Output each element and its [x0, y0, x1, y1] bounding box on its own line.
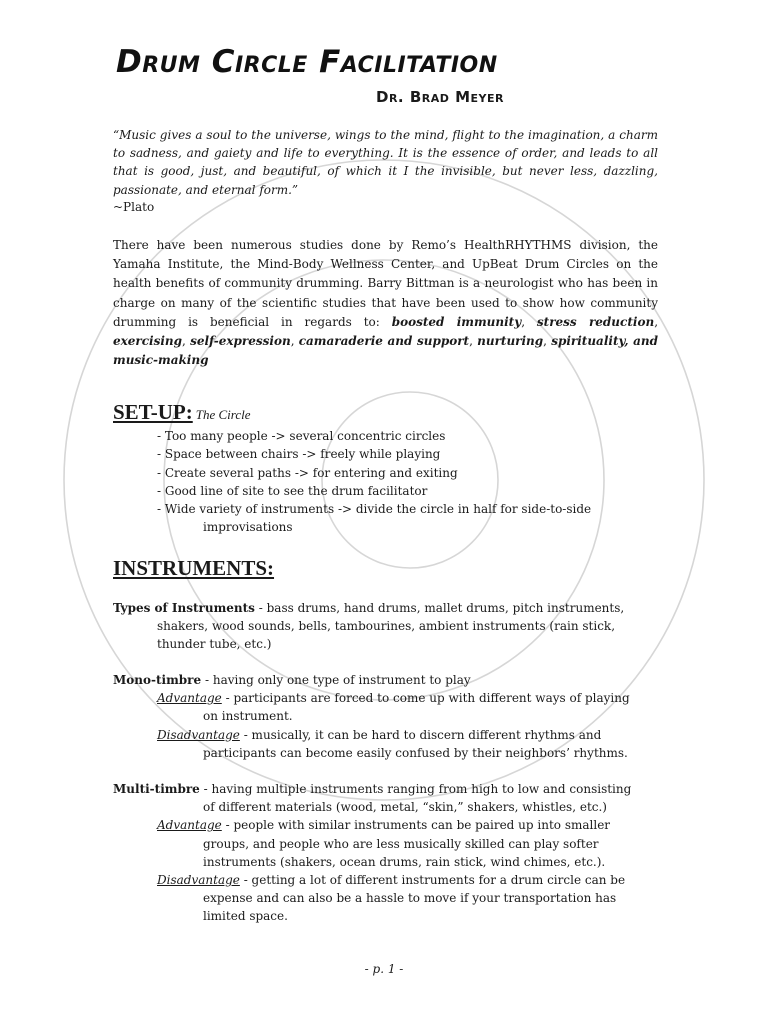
mono-desc: - having only one type of instrument to play [201, 673, 471, 687]
multi-advantage-label: Advantage [157, 818, 222, 833]
types-of-instruments-paragraph [113, 599, 658, 654]
benefit-spirituality: spirituality, and music-making [113, 334, 658, 368]
mono-disadvantage-cont: participants can become easily confused by their neighbors’ rhythms. [203, 745, 628, 760]
multi-advantage-text: - people with similar instruments can be paired up into smaller [221, 818, 611, 833]
benefit-camaraderie: camaraderie and support [298, 334, 470, 349]
list-item-continuation: improvisations [203, 520, 293, 535]
list-item: - Good line of site to see the drum facilitator [157, 483, 428, 498]
mono-advantage-label: Advantage [157, 691, 222, 706]
types-line-3: thunder tube, etc.) [157, 637, 272, 652]
types-term: Types of Instruments [113, 601, 255, 615]
mono-term: Mono-timbre [113, 673, 202, 687]
mono-disadvantage-text: - musically, it can be hard to discern different rhythms and [239, 727, 602, 742]
page-number: - p. 1 - [364, 962, 404, 976]
instruments-heading [113, 556, 274, 580]
multi-term: Multi-timbre [113, 782, 200, 796]
setup-heading-label: SET-UP: [113, 400, 193, 424]
multi-desc: - having multiple instruments ranging from high to low and consisting [199, 782, 632, 796]
benefit-exercising: exercising [113, 334, 183, 349]
multi-advantage-cont-2: instruments (shakers, ocean drums, rain stick, wind chimes, etc.). [203, 854, 606, 869]
mono-line-1 [113, 671, 658, 689]
types-line-1 [113, 599, 658, 617]
multi-disadvantage [113, 871, 658, 889]
benefit-boosted-immunity: boosted immunity [391, 314, 522, 329]
multi-disadvantage-cont-2: limited space. [203, 909, 288, 924]
multi-disadvantage-label: Disadvantage [157, 873, 240, 888]
document-title: Drum Circle Facilitation [116, 44, 498, 80]
mono-disadvantage-label: Disadvantage [157, 727, 240, 742]
mono-timbre-paragraph [113, 671, 658, 762]
separator: , [654, 314, 659, 329]
types-line-2: shakers, wood sounds, bells, tambourines, ambient instruments (rain stick, [157, 619, 616, 634]
list-item: - Create several paths -> for entering and exiting [157, 465, 458, 480]
separator: , [521, 314, 537, 329]
separator: , [543, 334, 552, 349]
list-item: - Space between chairs -> freely while playing [157, 447, 441, 462]
document-author: Dr. Brad Meyer [376, 88, 505, 106]
multi-desc-cont: of different materials (wood, metal, “skin,” shakers, whistles, etc.) [203, 800, 607, 815]
separator: , [290, 334, 299, 349]
benefit-nurturing: nurturing [477, 334, 544, 349]
mono-advantage [113, 689, 658, 707]
quote-attribution: ~Plato [113, 200, 155, 214]
setup-list [157, 427, 657, 537]
mono-advantage-cont: on instrument. [203, 709, 293, 724]
multi-advantage [113, 816, 658, 834]
types-desc: - bass drums, hand drums, mallet drums, pitch instruments, [254, 601, 625, 615]
benefit-self-expression: self-expression [190, 334, 291, 349]
list-item: - Too many people -> several concentric circles [157, 429, 446, 443]
multi-disadvantage-text: - getting a lot of different instruments for a drum circle can be [239, 873, 626, 888]
multi-line-1 [113, 780, 658, 798]
setup-subheading: The Circle [195, 407, 251, 422]
multi-disadvantage-cont-1: expense and can also be a hassle to move if your transportation has [203, 891, 617, 906]
instruments-heading-label: INSTRUMENTS: [113, 556, 275, 580]
mono-advantage-text: - participants are forced to come up with different ways of playing [221, 691, 630, 706]
list-item: - Wide variety of instruments -> divide the circle in half for side-to-side [157, 502, 592, 517]
separator: , [469, 334, 478, 349]
separator: , [182, 334, 191, 349]
benefit-stress-reduction: stress reduction [536, 314, 655, 329]
multi-timbre-paragraph [113, 780, 658, 926]
setup-heading [113, 400, 251, 427]
intro-text: There have been numerous studies done by Remo’s HealthRHYTHMS division, the Yamaha Institute, the Mind-Body Wellness Center, and UpBeat Drum Circles on the health benefits of community drumming. Barry Bittman is a neurologist who has been in charge on many of the scientific studies that have been used to show how community drumming is beneficial in regards to: [113, 238, 658, 329]
multi-advantage-cont-1: groups, and people who are less musically skilled can play softer [203, 836, 599, 851]
intro-paragraph [113, 236, 658, 370]
mono-disadvantage [113, 726, 658, 744]
epigraph-quote: “Music gives a soul to the universe, wings to the mind, flight to the imagination, a charm to sadness, and gaiety and life to everything. It is the essence of order, and leads to all that is good, just, and beautiful, of which it I the invisible, but never less, dazzling, passionate, and eternal form.” [113, 128, 658, 197]
